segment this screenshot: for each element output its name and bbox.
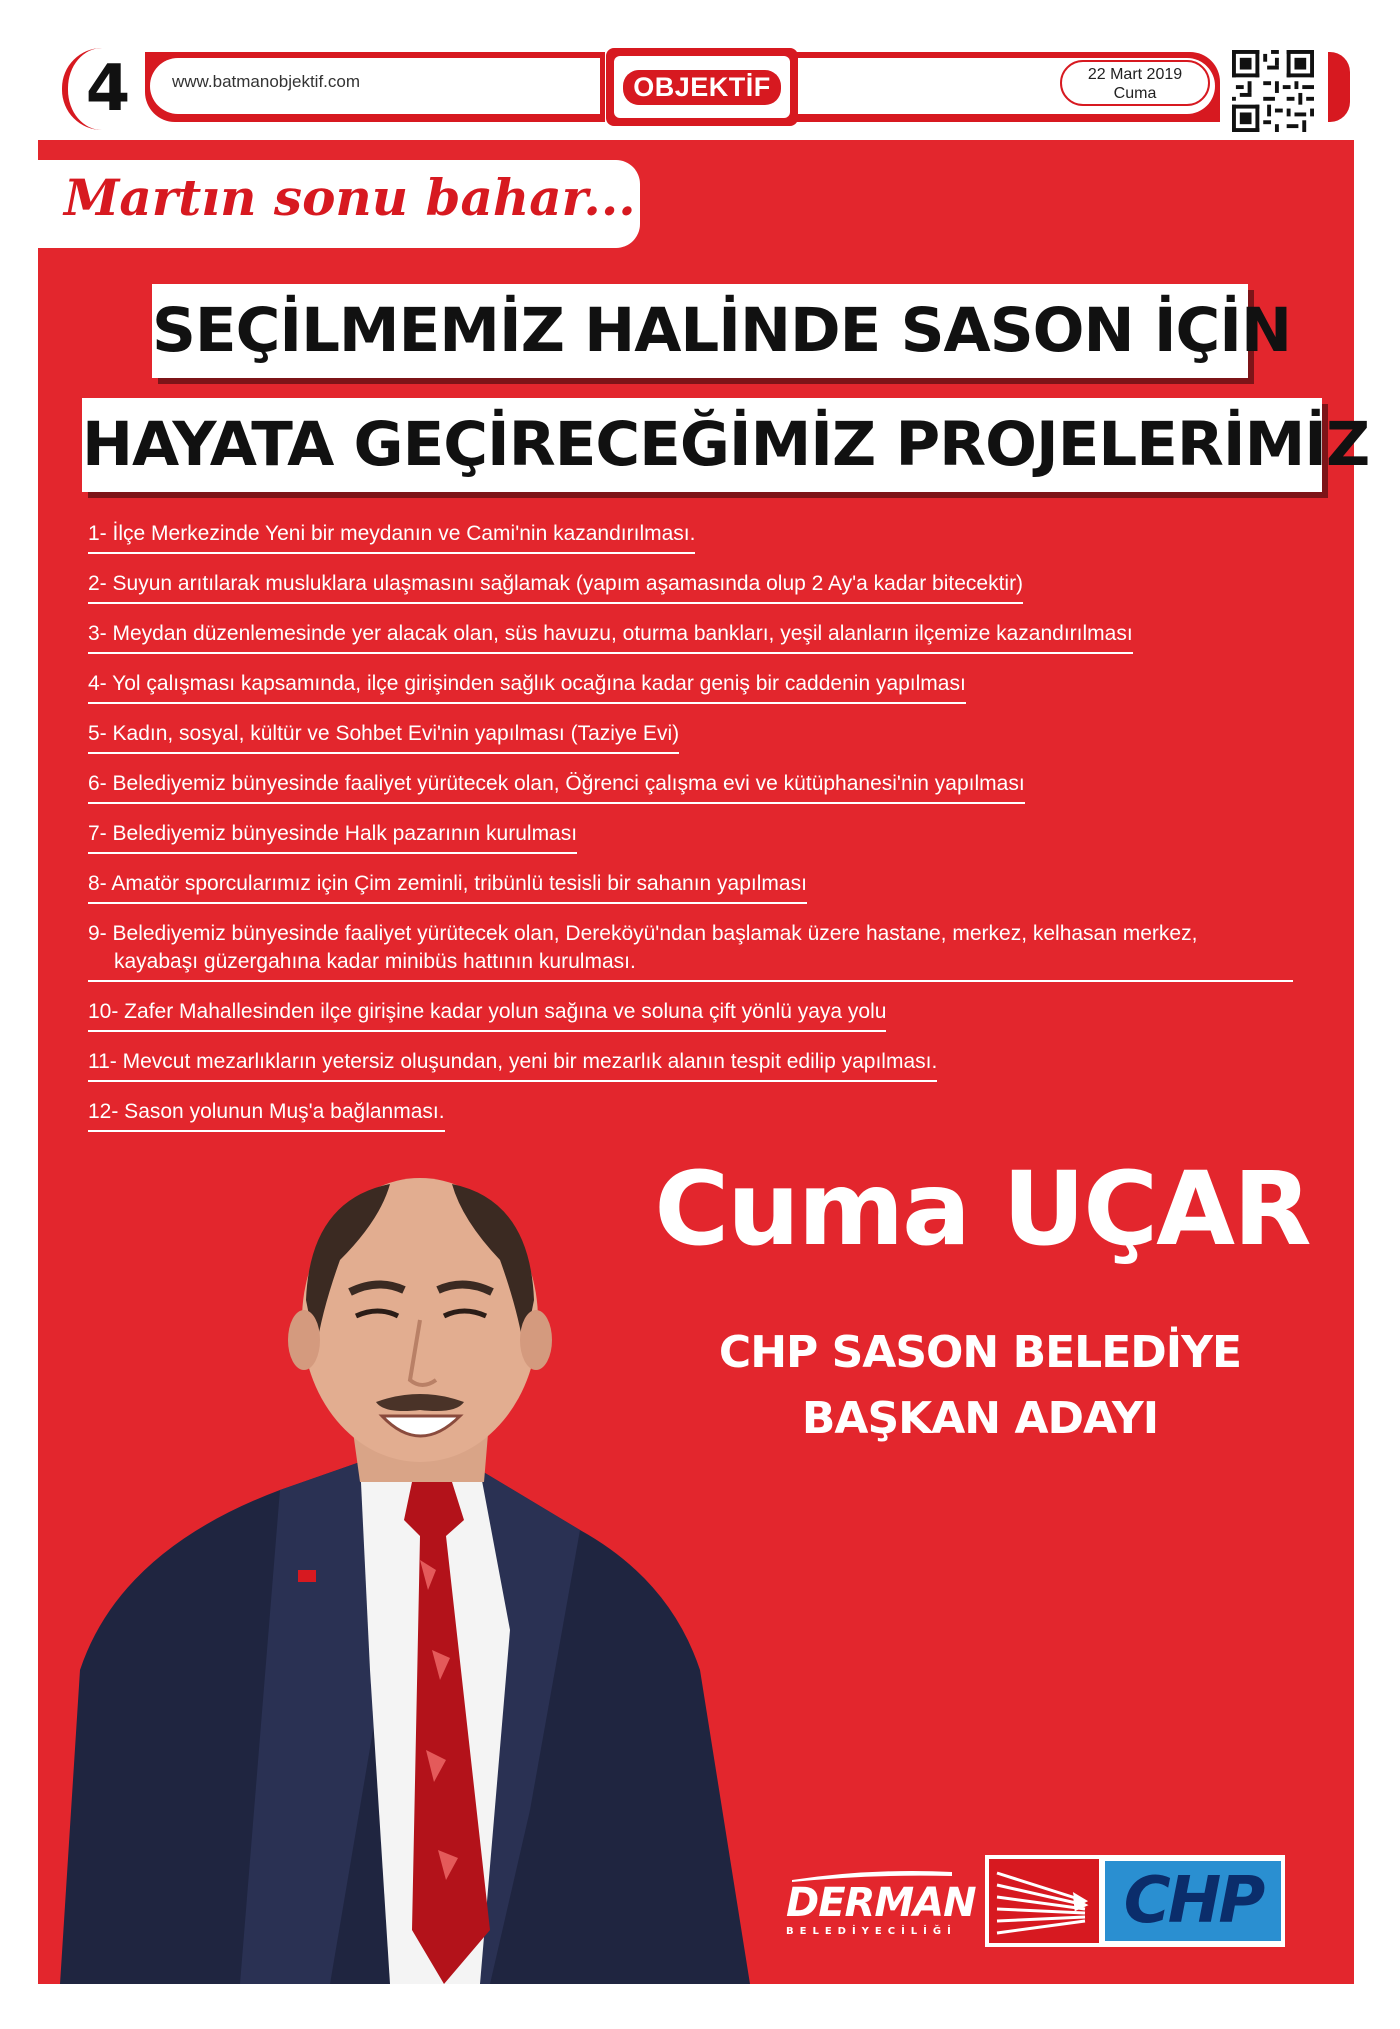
project-item-5: 5- Kadın, sosyal, kültür ve Sohbet Evi'nin yapılması (Taziye Evi)	[88, 720, 679, 754]
newspaper-header	[0, 0, 1400, 140]
candidate-name: Cuma UÇAR	[654, 1150, 1310, 1269]
project-item-12: 12- Sason yolunun Muş'a bağlanması.	[88, 1098, 445, 1132]
candidate-title-line-2: BAŞKAN ADAYI	[801, 1393, 1159, 1444]
project-item-2: 2- Suyun arıtılarak musluklara ulaşmasını sağlamak (yapım aşamasında olup 2 Ay'a kadar bitecektir)	[88, 570, 1023, 604]
qr-code-graphic	[1232, 50, 1314, 132]
headline-box-2	[82, 398, 1370, 492]
issue-date-day: 22 Mart 2019	[1087, 66, 1183, 83]
slogan-text: Martın sonu bahar...	[64, 168, 636, 227]
chp-logo-text: CHP	[1105, 1861, 1281, 1941]
newspaper-logo[interactable]	[614, 56, 790, 118]
headline-line-2: HAYATA GEÇİRECEĞİMİZ PROJELERİMİZ	[82, 409, 1370, 480]
issue-date	[1060, 60, 1210, 106]
project-item-1: 1- İlçe Merkezinde Yeni bir meydanın ve Cami'nin kazandırılması.	[88, 520, 695, 554]
qr-code-icon[interactable]	[1232, 50, 1314, 132]
candidate-title-line-1: CHP SASON BELEDİYE	[718, 1327, 1242, 1378]
chp-party-logo	[985, 1855, 1285, 1947]
project-item-7: 7- Belediyemiz bünyesinde Halk pazarının kurulması	[88, 820, 577, 854]
newspaper-logo-text: OBJEKTİF	[623, 70, 781, 105]
page-number: 4	[62, 48, 148, 130]
site-url-link[interactable]: www.batmanobjektif.com	[172, 72, 361, 91]
project-item-9-line-2: kayabaşı güzergahına kadar minibüs hattının kurulması.	[114, 950, 636, 973]
project-item-8: 8- Amatör sporcularımız için Çim zeminli, tribünlü tesisli bir sahanın yapılması	[88, 870, 807, 904]
project-item-9-line-1: 9- Belediyemiz bünyesinde faaliyet yürütecek olan, Dereköyü'ndan başlamak üzere hastane, merkez, kelhasan merkez,	[88, 922, 1198, 945]
chp-six-arrows-icon	[989, 1859, 1099, 1943]
derman-logo-text: DERMAN	[786, 1880, 976, 1926]
project-item-10: 10- Zafer Mahallesinden ilçe girişine kadar yolun sağına ve soluna çift yönlü yaya yolu	[88, 998, 886, 1032]
derman-swoosh-icon	[792, 1870, 952, 1882]
candidate-title	[700, 1320, 1260, 1452]
project-item-11: 11- Mevcut mezarlıkların yetersiz oluşundan, yeni bir mezarlık alanın tespit edilip yapılması.	[88, 1048, 937, 1082]
project-item-6: 6- Belediyemiz bünyesinde faaliyet yürütecek olan, Öğrenci çalışma evi ve kütüphanesi'nin yapılması	[88, 770, 1025, 804]
derman-logo-subtext: BELEDİYECİLİĞİ	[786, 1926, 957, 1937]
project-list	[88, 520, 1328, 1148]
chp-arrows-icon	[989, 1859, 1099, 1943]
headline-line-1: SEÇİLMEMİZ HALİNDE SASON İÇİN	[152, 295, 1292, 366]
project-item-3: 3- Meydan düzenlemesinde yer alacak olan, süs havuzu, oturma bankları, yeşil alanların ilçemize kazandırılması	[88, 620, 1133, 654]
project-item-9	[88, 920, 1293, 982]
project-item-4: 4- Yol çalışması kapsamında, ilçe girişinden sağlık ocağına kadar geniş bir caddenin yapılması	[88, 670, 966, 704]
derman-logo	[786, 1868, 976, 1948]
headline-box-1	[152, 284, 1292, 378]
issue-date-weekday: Cuma	[1113, 85, 1157, 102]
header-band-end	[1328, 52, 1350, 122]
